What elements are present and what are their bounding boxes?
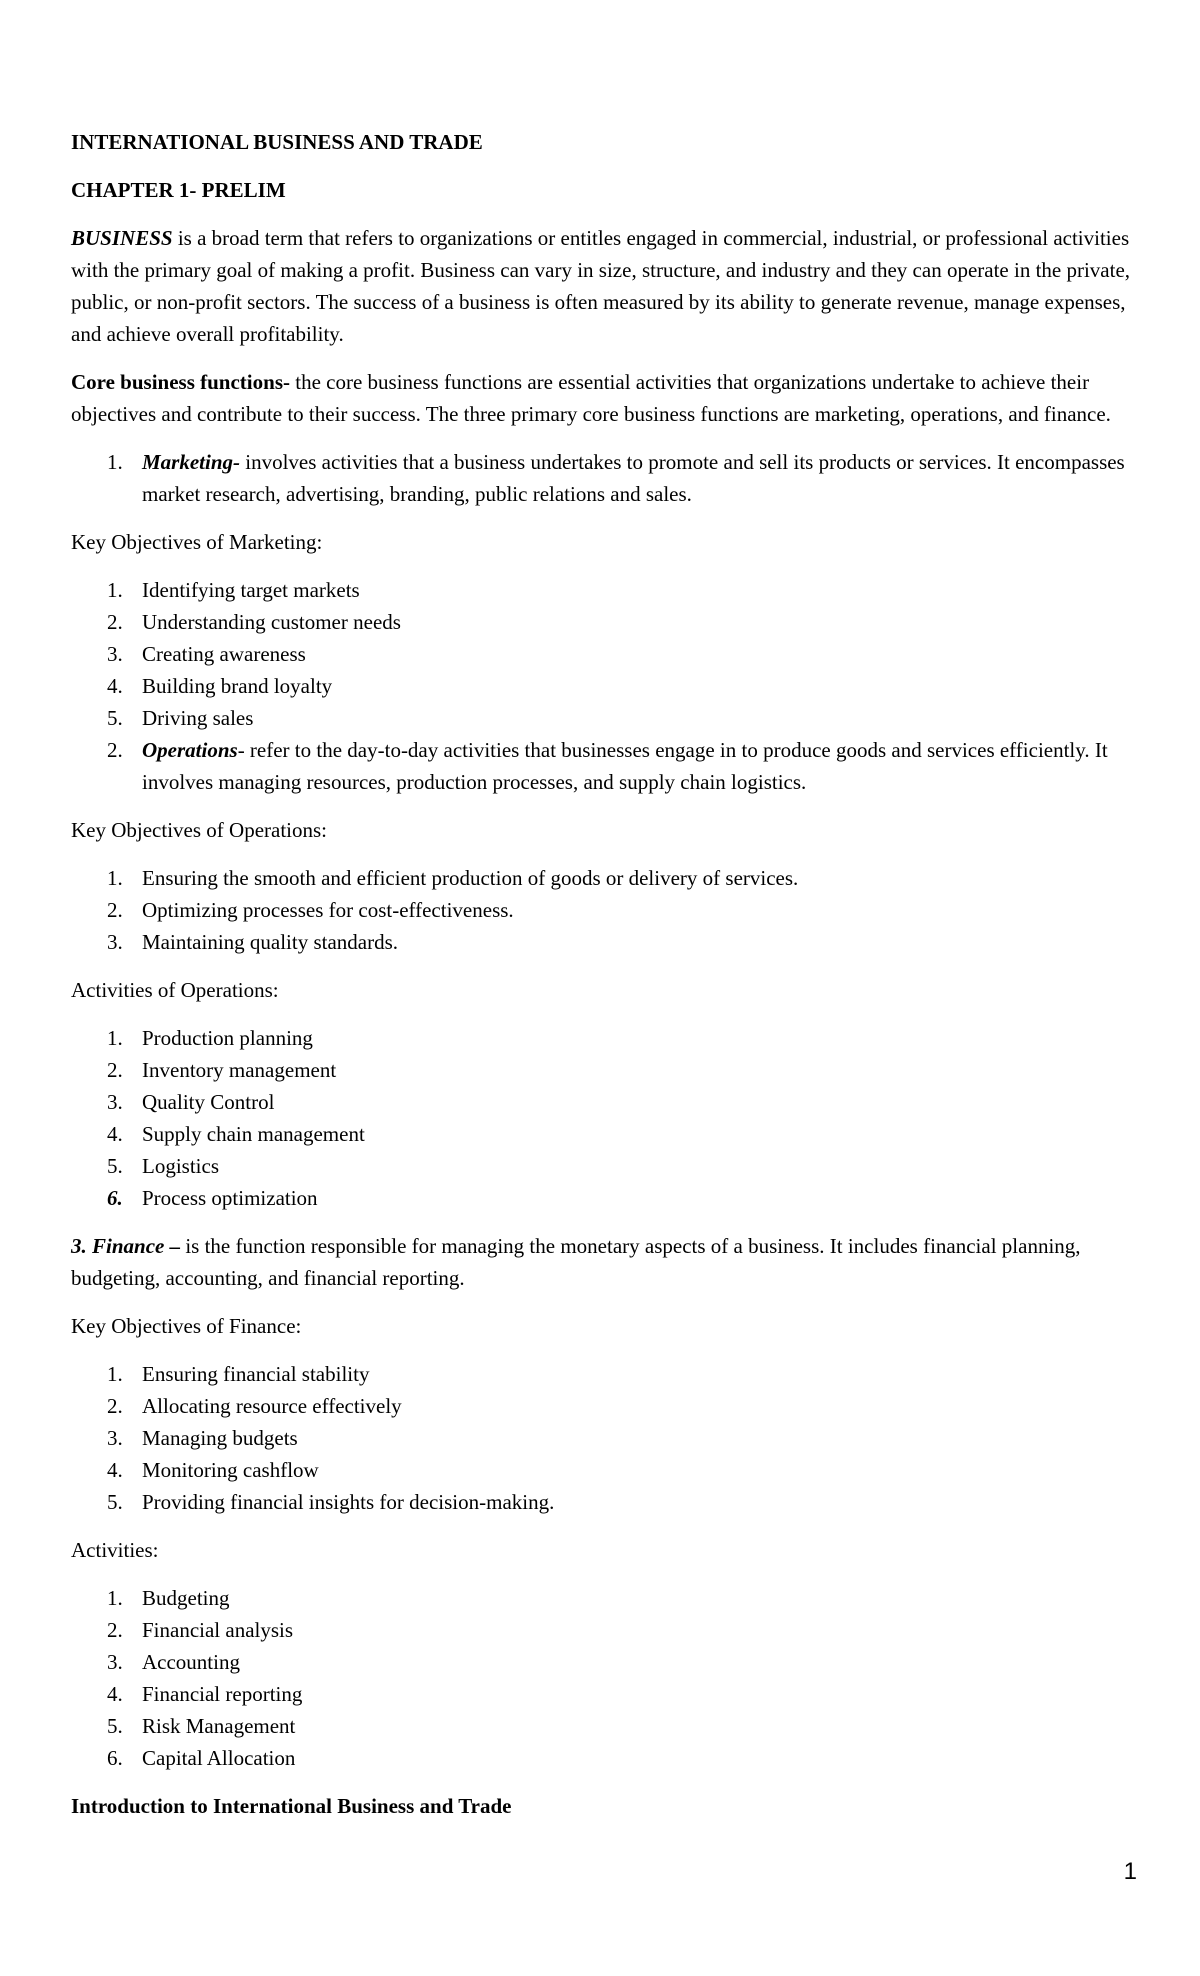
list-item-text: Ensuring the smooth and efficient production of goods or delivery of services. [142,866,799,890]
list-number: 2. [107,1618,123,1642]
list-item [71,1390,1133,1422]
list-number: 5. [107,1490,123,1514]
business-term: BUSINESS [71,226,173,250]
list-item [71,702,1133,734]
intro-heading: Introduction to International Business and Trade [71,1794,512,1818]
list-item-text: Process optimization [142,1186,318,1210]
list-item-text: Financial reporting [142,1682,303,1706]
list-item [71,1582,1133,1614]
core-functions-text: the core business functions are essential activities that organizations undertake to achieve their objectives and contribute to their success. The three primary core business functions are marketing, operations, and finance. [71,370,1111,426]
list-number: 3. [107,1650,123,1674]
operations-activities-list [71,1022,1133,1214]
list-item-text: Creating awareness [142,642,306,666]
list-number: 2. [107,1394,123,1418]
list-number: 2. [107,610,123,634]
list-item-text: Managing budgets [142,1426,298,1450]
list-item-text: Understanding customer needs [142,610,401,634]
list-item [71,1022,1133,1054]
marketing-text: involves activities that a business undertakes to promote and sell its products or services. It encompasses market research, advertising, branding, public relations and sales. [142,450,1125,506]
page-number: 1 [1123,1858,1137,1885]
list-number: 1. [107,1362,123,1386]
list-item [71,894,1133,926]
list-item [71,1486,1133,1518]
finance-objectives-heading: Key Objectives of Finance: [71,1314,302,1338]
list-number: 5. [107,1154,123,1178]
list-number: 4. [107,1122,123,1146]
list-item-text: Capital Allocation [142,1746,296,1770]
list-item [71,1742,1133,1774]
list-item [71,1614,1133,1646]
list-item-text: Allocating resource effectively [142,1394,402,1418]
list-item-text: Providing financial insights for decision-making. [142,1490,555,1514]
document-title: INTERNATIONAL BUSINESS AND TRADE [71,130,483,154]
core-functions-paragraph [71,366,1133,430]
document-body [71,126,1133,1822]
list-item-text: Building brand loyalty [142,674,333,698]
marketing-objectives-list [71,574,1133,734]
list-item [71,1646,1133,1678]
list-number: 2. [107,738,123,762]
marketing-objectives-heading: Key Objectives of Marketing: [71,530,323,554]
list-number: 5. [107,1714,123,1738]
operations-list [71,734,1133,798]
list-number: 3. [107,1426,123,1450]
core-functions-term: Core business functions- [71,370,290,394]
list-item-text: Logistics [142,1154,219,1178]
list-item-text: Inventory management [142,1058,337,1082]
list-item-text: Maintaining quality standards. [142,930,399,954]
operations-activities-heading: Activities of Operations: [71,978,279,1002]
list-item [71,606,1133,638]
list-item [71,1054,1133,1086]
list-item [71,638,1133,670]
list-item [71,926,1133,958]
list-item [71,862,1133,894]
list-item [71,1678,1133,1710]
list-item [71,1358,1133,1390]
list-item-text: Supply chain management [142,1122,365,1146]
operations-objectives-list [71,862,1133,958]
marketing-list [71,446,1133,510]
list-item-text: Ensuring financial stability [142,1362,370,1386]
list-number: 4. [107,674,123,698]
finance-activities-list [71,1582,1133,1774]
finance-term: 3. Finance – [71,1234,181,1258]
business-paragraph [71,222,1133,350]
list-number: 5. [107,706,123,730]
list-number: 1. [107,578,123,602]
list-item-text: Driving sales [142,706,254,730]
operations-objectives-heading: Key Objectives of Operations: [71,818,328,842]
finance-activities-heading: Activities: [71,1538,159,1562]
list-number: 1. [107,450,123,474]
list-number: 3. [107,930,123,954]
list-number: 2. [107,898,123,922]
list-item-text: Identifying target markets [142,578,360,602]
list-item [71,1710,1133,1742]
business-text: is a broad term that refers to organizations or entitles engaged in commercial, industrial, or professional activities with the primary goal of making a profit. Business can vary in size, structure, and industry and they can operate in the private, public, or non-profit sectors. The success of a business is often measured by its ability to generate revenue, manage expenses, and achieve overall profitability. [71,226,1131,346]
list-number: 1. [107,866,123,890]
list-item-text: Monitoring cashflow [142,1458,319,1482]
list-item-text: Optimizing processes for cost-effectiveness. [142,898,514,922]
list-item-text: Quality Control [142,1090,275,1114]
operations-text: - refer to the day-to-day activities that businesses engage in to produce goods and services efficiently. It involves managing resources, production processes, and supply chain logistics. [142,738,1108,794]
marketing-item [71,446,1133,510]
list-number: 4. [107,1682,123,1706]
list-item-text: Budgeting [142,1586,230,1610]
list-item [71,1150,1133,1182]
list-item [71,670,1133,702]
list-number: 3. [107,642,123,666]
operations-item [71,734,1133,798]
list-number: 6. [107,1186,123,1210]
list-item [71,1118,1133,1150]
finance-objectives-list [71,1358,1133,1518]
finance-text: is the function responsible for managing the monetary aspects of a business. It includes financial planning, budgeting, accounting, and financial reporting. [71,1234,1081,1290]
list-item-text: Accounting [142,1650,240,1674]
list-item-text: Financial analysis [142,1618,294,1642]
list-number: 4. [107,1458,123,1482]
list-item [71,1086,1133,1118]
list-item [71,1454,1133,1486]
list-item [71,1422,1133,1454]
marketing-term: Marketing- [142,450,241,474]
list-item [71,1182,1133,1214]
list-item [71,574,1133,606]
list-number: 2. [107,1058,123,1082]
list-number: 1. [107,1026,123,1050]
finance-paragraph [71,1230,1133,1294]
chapter-heading: CHAPTER 1- PRELIM [71,178,286,202]
list-number: 6. [107,1746,123,1770]
list-item-text: Risk Management [142,1714,296,1738]
list-number: 1. [107,1586,123,1610]
list-number: 3. [107,1090,123,1114]
operations-term: Operations [142,738,238,762]
list-item-text: Production planning [142,1026,313,1050]
